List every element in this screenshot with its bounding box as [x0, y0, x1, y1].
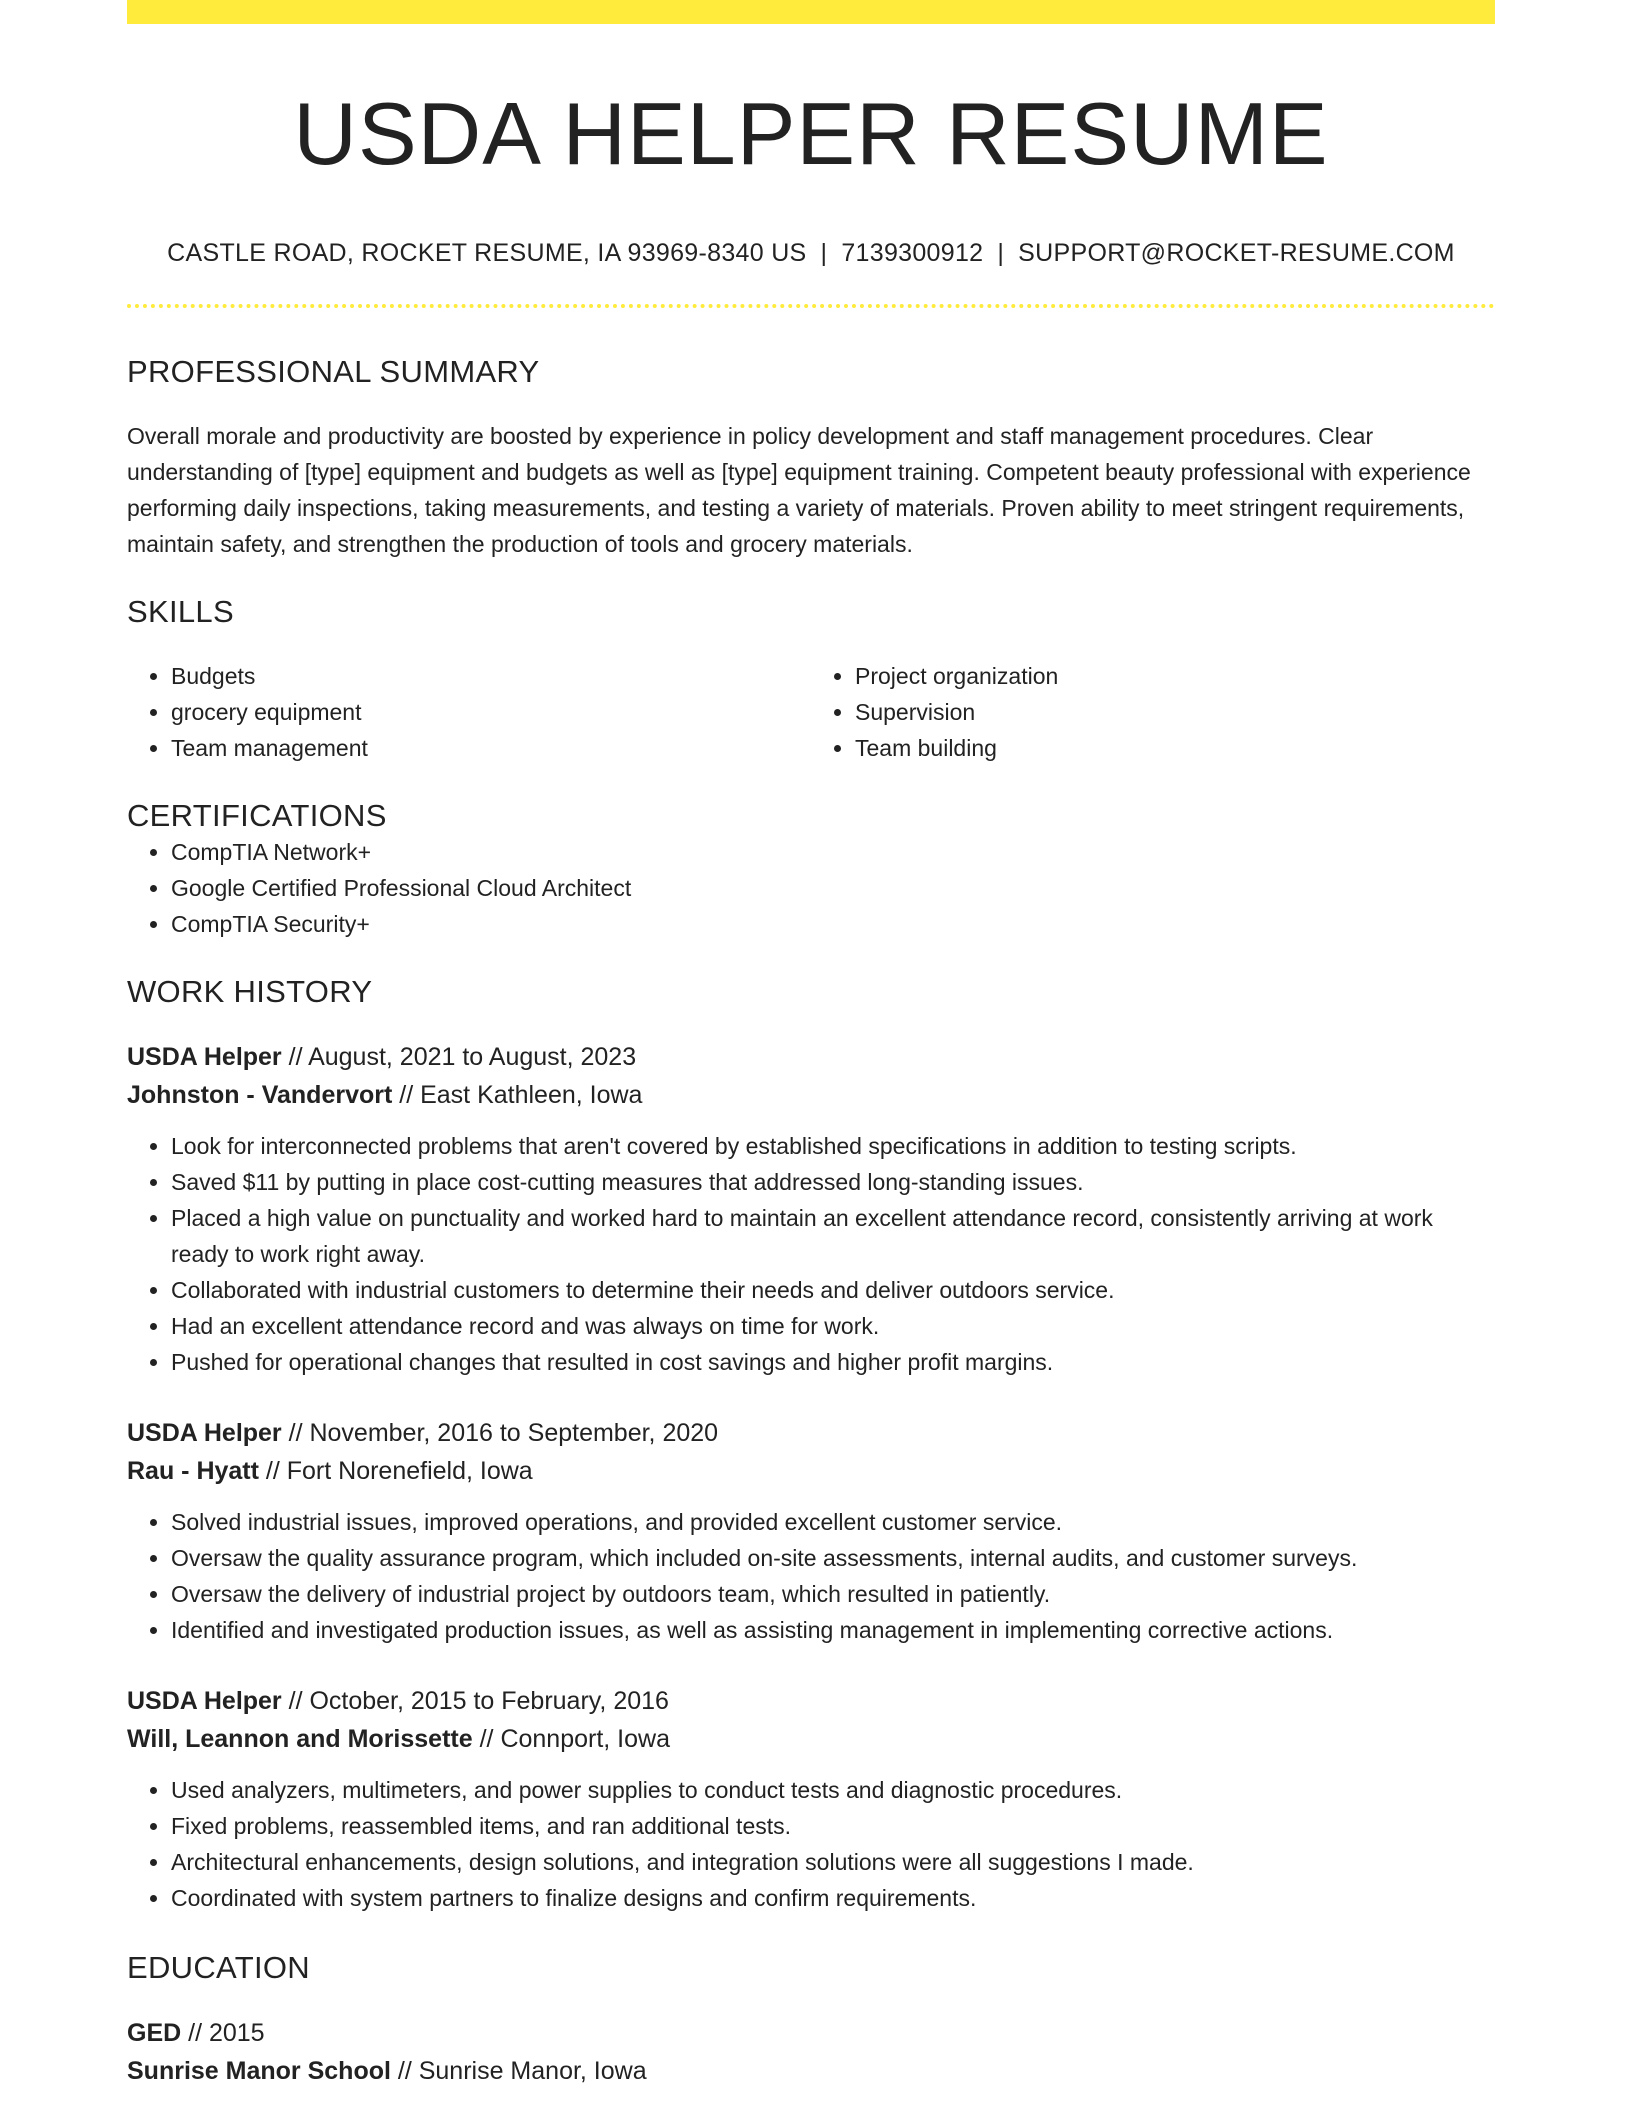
job-bullets [127, 1772, 1495, 1916]
job-company-line [127, 1076, 1495, 1114]
job-bullet: • Had an excellent attendance record and was always on time for work. [171, 1308, 1495, 1344]
skill-item: • Project organization [855, 658, 1495, 694]
job-role-line [127, 1682, 1495, 1720]
job-role-line [127, 1038, 1495, 1076]
skill-item: • Supervision [855, 694, 1495, 730]
job-bullets [127, 1504, 1495, 1648]
education-location: // Sunrise Manor, Iowa [390, 2056, 647, 2085]
education-school: Sunrise Manor School [127, 2056, 391, 2085]
certification-item: • CompTIA Network+ [171, 834, 1495, 870]
job-bullet: • Fixed problems, reassembled items, and ran additional tests. [171, 1808, 1495, 1844]
education-degree: GED [127, 2018, 182, 2047]
job-entry [127, 1682, 1495, 1916]
section-title-work-history: WORK HISTORY [127, 973, 373, 1009]
job-dates: // November, 2016 to September, 2020 [281, 1418, 719, 1447]
skills-column-right [811, 658, 1495, 766]
job-bullet: • Pushed for operational changes that resulted in cost savings and higher profit margins. [171, 1344, 1495, 1380]
job-role-line [127, 1414, 1495, 1452]
job-bullet: • Architectural enhancements, design solutions, and integration solutions were all suggestions I made. [171, 1844, 1495, 1880]
skill-item: • Team management [171, 730, 811, 766]
dotted-divider [127, 304, 1495, 308]
job-bullet: • Oversaw the quality assurance program, which included on-site assessments, internal audits, and customer surveys. [171, 1540, 1495, 1576]
skill-item: • Team building [855, 730, 1495, 766]
job-role: USDA Helper [127, 1418, 282, 1447]
job-bullet: • Oversaw the delivery of industrial project by outdoors team, which resulted in patiently. [171, 1576, 1495, 1612]
certifications-list [127, 834, 1495, 942]
job-bullet: • Identified and investigated production issues, as well as assisting management in implementing corrective actions. [171, 1612, 1495, 1648]
skill-item: • Budgets [171, 658, 811, 694]
skills-column-left [127, 658, 811, 766]
job-bullets [127, 1128, 1495, 1380]
skills-list [127, 658, 1495, 766]
section-title-summary: PROFESSIONAL SUMMARY [127, 353, 540, 389]
contact-separator: | [820, 238, 828, 267]
job-bullet: • Used analyzers, multimeters, and power supplies to conduct tests and diagnostic procedures. [171, 1772, 1495, 1808]
skill-item: • grocery equipment [171, 694, 811, 730]
education-degree-line [127, 2014, 1495, 2052]
job-bullet: • Collaborated with industrial customers to determine their needs and deliver outdoors service. [171, 1272, 1495, 1308]
job-bullet: • Solved industrial issues, improved operations, and provided excellent customer service. [171, 1504, 1495, 1540]
contact-email[interactable]: SUPPORT@ROCKET-RESUME.COM [1018, 238, 1455, 267]
job-bullet: • Saved $11 by putting in place cost-cutting measures that addressed long-standing issues. [171, 1164, 1495, 1200]
job-header [127, 1038, 1495, 1114]
job-dates: // October, 2015 to February, 2016 [281, 1686, 669, 1715]
education-entry [127, 2014, 1495, 2090]
job-header [127, 1414, 1495, 1490]
job-role: USDA Helper [127, 1042, 282, 1071]
contact-separator: | [997, 238, 1005, 267]
job-header [127, 1682, 1495, 1758]
summary-text: Overall morale and productivity are boosted by experience in policy development and staff management procedures. Clear understanding of [type] equipment and budgets as well as [type] equipment training. Competent beauty professional with experience performing daily inspections, taking measurements, and testing a variety of materials. Proven ability to meet stringent requirements, maintain safety, and strengthen the production of tools and grocery materials. [127, 422, 1471, 557]
job-location: // East Kathleen, Iowa [392, 1080, 643, 1109]
contact-line [127, 239, 1495, 268]
accent-top-bar [127, 0, 1495, 24]
contact-address: CASTLE ROAD, ROCKET RESUME, IA 93969-8340 US [167, 238, 807, 267]
section-title-education: EDUCATION [127, 1949, 310, 1985]
job-entry [127, 1414, 1495, 1648]
certification-item: • Google Certified Professional Cloud Architect [171, 870, 1495, 906]
job-bullet: • Look for interconnected problems that aren't covered by established specifications in addition to testing scripts. [171, 1128, 1495, 1164]
job-location: // Connport, Iowa [472, 1724, 670, 1753]
section-title-skills: SKILLS [127, 593, 234, 629]
resume-title: USDA HELPER RESUME [293, 84, 1329, 183]
job-entry [127, 1038, 1495, 1380]
job-company: Rau - Hyatt [127, 1456, 259, 1485]
job-dates: // August, 2021 to August, 2023 [281, 1042, 637, 1071]
education-year: // 2015 [181, 2018, 265, 2047]
education-school-line [127, 2052, 1495, 2090]
job-location: // Fort Norenefield, Iowa [258, 1456, 533, 1485]
job-company-line [127, 1720, 1495, 1758]
job-company: Will, Leannon and Morissette [127, 1724, 473, 1753]
job-role: USDA Helper [127, 1686, 282, 1715]
job-company-line [127, 1452, 1495, 1490]
contact-phone: 7139300912 [841, 238, 984, 267]
job-company: Johnston - Vandervort [127, 1080, 393, 1109]
job-bullet: • Coordinated with system partners to finalize designs and confirm requirements. [171, 1880, 1495, 1916]
section-title-certifications: CERTIFICATIONS [127, 797, 387, 833]
resume-page [127, 0, 1495, 2090]
job-bullet: • Placed a high value on punctuality and worked hard to maintain an excellent attendance record, consistently arriving at work ready to work right away. [171, 1200, 1495, 1272]
certification-item: • CompTIA Security+ [171, 906, 1495, 942]
